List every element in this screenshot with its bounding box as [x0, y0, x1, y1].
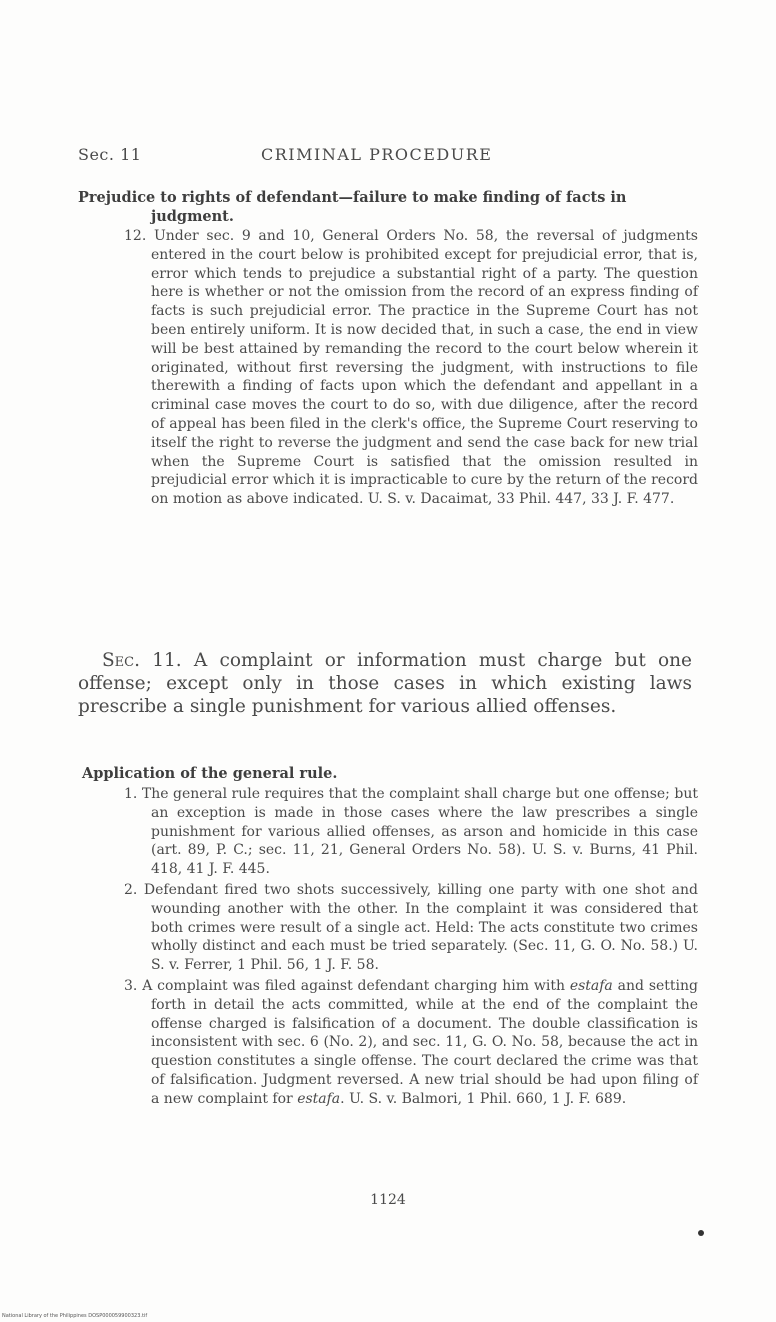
section-11 [78, 649, 692, 718]
item-3 [78, 977, 698, 1109]
paragraph-12: 12. Under sec. 9 and 10, General Orders No. 58, the reversal of judgments entered in the court below is prohibited except for prejudicial error, that is, error which tends to prejudice a substantial right of a party. The question here is whether or not the omission from the record of an express finding of facts is such prejudicial error. The practice in the Supreme Court has not been entirely uniform. It is now decided that, in such a case, the end in view will be best attained by remanding the record to the court below wherein it originated, without first reversing the judgment, with instructions to file therewith a finding of facts upon which the defendant and appellant in a criminal case moves the court to do so, with due diligence, after the record of appeal has been filed in the clerk's office, the Supreme Court reserving to itself the right to reverse the judgment and send the case back for new trial when the Supreme Court is satisfied that the omission resulted in prejudicial error which it is impracticable to cure by the return of the record on motion as above indicated. U. S. v. Dacaimat, 33 Phil. 447, 33 J. F. 477. [124, 228, 698, 508]
item-1: 1. The general rule requires that the complaint shall charge but one offense; but an exception is made in those cases where the law prescribes a single punishment for various allied offenses, as arson and homicide in this case (art. 89, P. C.; sec. 11, 21, General Orders No. 58). U. S. v. Burns, 41 Phil. 418, 41 J. F. 445. [124, 786, 698, 878]
item-3-post: . U. S. v. Balmori, 1 Phil. 660, 1 J. F. 689. [340, 1090, 627, 1107]
item-3-em2: estafa [297, 1090, 341, 1107]
general-rule-heading: Application of the general rule. [82, 765, 338, 782]
annotation-heading-line1: Prejudice to rights of defendant—failure to make finding of facts in [78, 189, 627, 206]
item-3-em1: estafa [569, 977, 613, 994]
item-2: 2. Defendant fired two shots successively, killing one party with one shot and wounding another with the other. In the complaint it was considered that both crimes were result of a single act. Held: The acts constitute two crimes wholly distinct and each must be tried separately. (Sec. 11, G. O. No. 58.) U. S. v. Ferrer, 1 Phil. 56, 1 J. F. 58. [124, 881, 698, 974]
annotation-general-rule [78, 764, 698, 1109]
item-3-pre: 3. A complaint was filed against defendant charging him with [124, 977, 570, 994]
ink-speck [698, 1230, 704, 1236]
section-11-label: Sec. 11. [102, 650, 182, 671]
item-3-mid: and setting forth in detail the acts committed, while at the end of the complaint the offense charged is falsification of a document. The double classification is inconsistent with sec. 6 (No. 2), and sec. 11, G. O. No. 58, because the act in question constitutes a single offense. The court declared the crime was that of falsification. Judgment reversed. A new trial should be had upon filing of a new complaint for [151, 977, 698, 1107]
header-title: CRIMINAL PROCEDURE [261, 145, 493, 164]
section-11-text [78, 649, 692, 718]
page-number: 1124 [370, 1192, 406, 1208]
header-section: Sec. 11 [78, 145, 142, 164]
section-11-body: A complaint or information must charge but one offense; except only in those cases in which existing laws prescribe a single punishment for various allied offenses. [78, 650, 693, 717]
annotation-prejudice [78, 188, 698, 509]
library-footer: National Library of the Philippines DOSP000059900323.tif [2, 1313, 148, 1319]
annotation-heading [78, 188, 698, 226]
annotation-heading-line2: judgment. [151, 208, 234, 225]
